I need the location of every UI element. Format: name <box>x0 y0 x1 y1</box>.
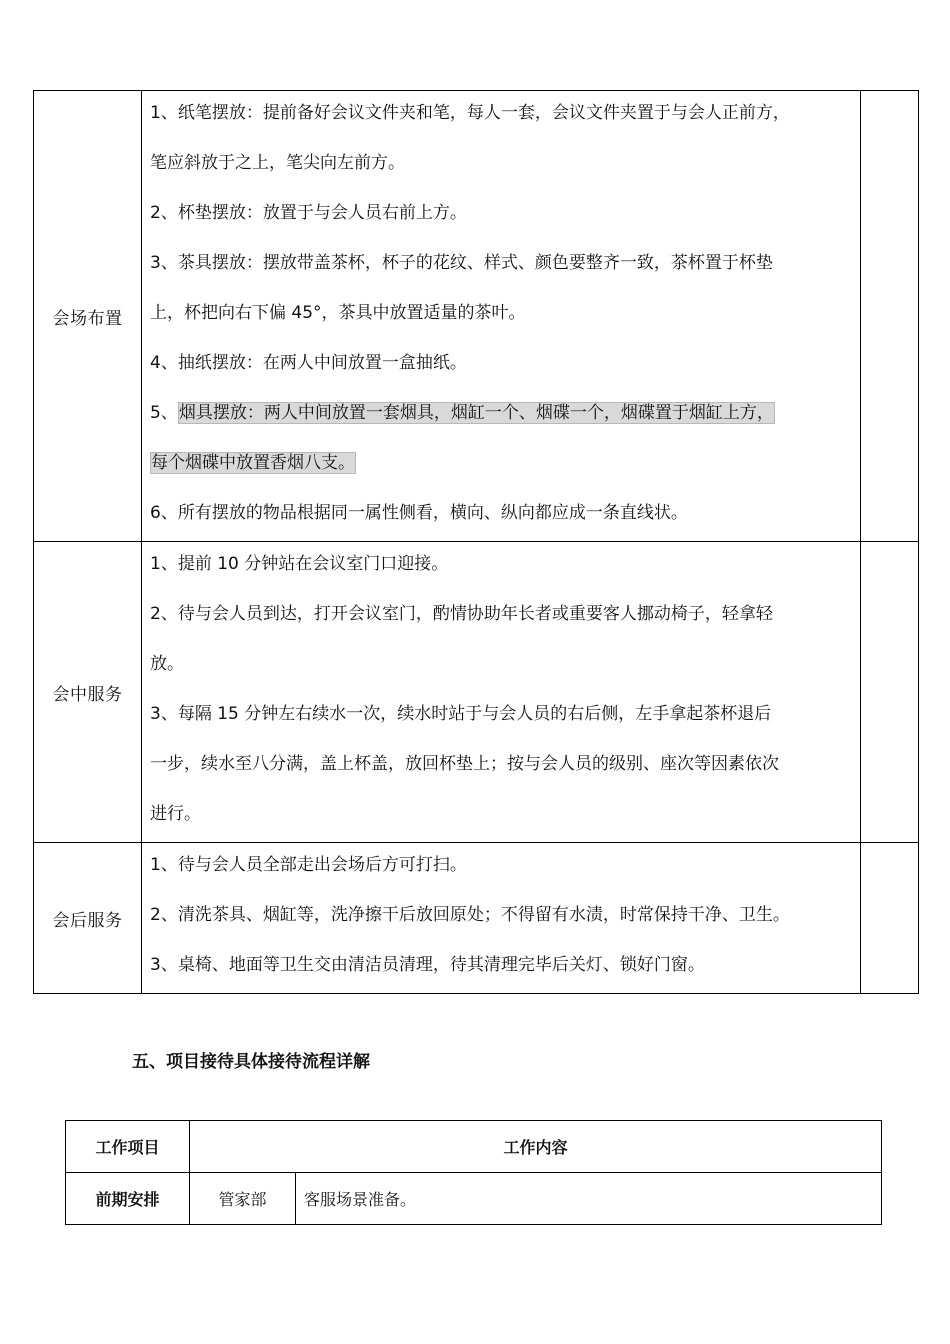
section-label: 会后服务 <box>34 843 142 994</box>
content-line <box>150 391 852 441</box>
remarks-cell <box>861 542 919 843</box>
content-line: 笔应斜放于之上，笔尖向左前方。 <box>150 153 405 173</box>
section-content <box>142 843 861 994</box>
section-label: 会中服务 <box>34 542 142 843</box>
content-line: 上，杯把向右下偏 45°，茶具中放置适量的茶叶。 <box>150 303 526 323</box>
content-line: 放。 <box>150 654 184 674</box>
content-line: 1、纸笔摆放：提前备好会议文件夹和笔，每人一套，会议文件夹置于与会人正前方， <box>150 103 790 123</box>
remarks-cell <box>861 91 919 542</box>
table-row <box>34 91 919 542</box>
section-content <box>142 91 861 542</box>
header-work-item: 工作项目 <box>66 1121 190 1173</box>
content-line: 3、每隔 15 分钟左右续水一次，续水时站于与会人员的右后侧，左手拿起茶杯退后 <box>150 704 772 724</box>
content-line: 4、抽纸摆放：在两人中间放置一盒抽纸。 <box>150 353 467 373</box>
table-row <box>34 843 919 994</box>
content-line: 2、杯垫摆放：放置于与会人员右前上方。 <box>150 203 467 223</box>
section-content <box>142 542 861 843</box>
table-header-row <box>66 1121 882 1173</box>
table-row <box>34 542 919 843</box>
row-content: 客服场景准备。 <box>296 1173 882 1225</box>
highlighted-text[interactable]: 每个烟碟中放置香烟八支。 <box>151 453 355 473</box>
row-department: 管家部 <box>190 1173 296 1225</box>
line-prefix: 5、 <box>150 403 178 423</box>
section-heading: 五、项目接待具体接待流程详解 <box>132 1052 370 1072</box>
header-work-content: 工作内容 <box>190 1121 882 1173</box>
content-line: 6、所有摆放的物品根据同一属性侧看，横向、纵向都应成一条直线状。 <box>150 503 688 523</box>
content-line: 一步，续水至八分满，盖上杯盖，放回杯垫上；按与会人员的级别、座次等因素依次 <box>150 754 779 774</box>
content-line <box>150 441 852 491</box>
process-table <box>65 1120 882 1225</box>
content-line: 1、待与会人员全部走出会场后方可打扫。 <box>150 855 467 875</box>
content-line: 1、提前 10 分钟站在会议室门口迎接。 <box>150 554 449 574</box>
content-line: 进行。 <box>150 804 201 824</box>
service-table <box>33 90 919 994</box>
content-line: 3、桌椅、地面等卫生交由清洁员清理，待其清理完毕后关灯、锁好门窗。 <box>150 955 705 975</box>
section-label: 会场布置 <box>34 91 142 542</box>
content-line: 3、茶具摆放：摆放带盖茶杯，杯子的花纹、样式、颜色要整齐一致，茶杯置于杯垫 <box>150 253 773 273</box>
highlighted-text[interactable]: 烟具摆放：两人中间放置一套烟具，烟缸一个、烟碟一个，烟碟置于烟缸上方， <box>178 403 774 423</box>
content-line: 2、清洗茶具、烟缸等，洗净擦干后放回原处；不得留有水渍，时常保持干净、卫生。 <box>150 905 790 925</box>
content-line: 2、待与会人员到达，打开会议室门，酌情协助年长者或重要客人挪动椅子，轻拿轻 <box>150 604 773 624</box>
row-work-item: 前期安排 <box>66 1173 190 1225</box>
table-row <box>66 1173 882 1225</box>
remarks-cell <box>861 843 919 994</box>
